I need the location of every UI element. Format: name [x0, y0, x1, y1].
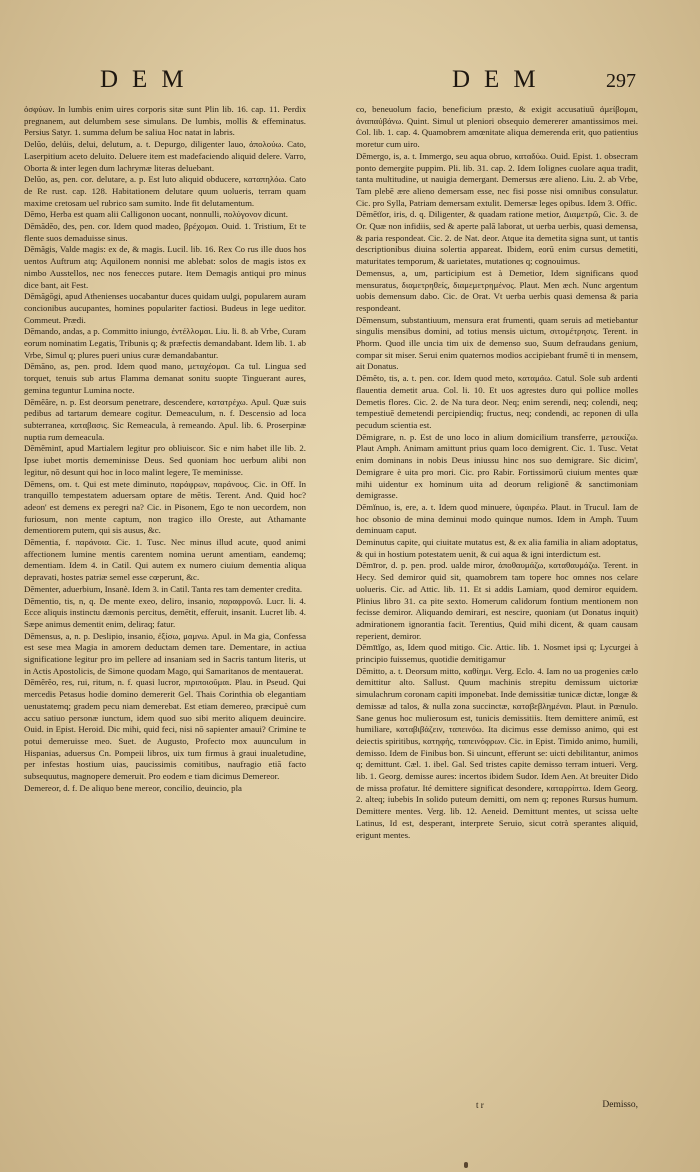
dictionary-entry: ὀσφύων. In lumbis enim uires corporis sitæ sunt Plin lib. 16. cap. 11. Perdix pregnanem, aut delumbem sese simulans. De lumbis, mollis & effeminatus. Persius Satyr. 1. summa delum be saliua Hoc natat in labris. — [24, 104, 306, 138]
dictionary-entry: Dēmītĭgo, as, Idem quod mitigo. Cic. Attic. lib. 1. Nosmet ipsi q; Lycurgei à principio fuissemus, quotidie demitigamur — [356, 642, 638, 665]
dictionary-entry: Demereor, d. f. De aliquo bene mereor, concilio, deuincio, pla — [24, 782, 242, 793]
dictionary-entry: Dēmădĕo, des, pen. cor. Idem quod madeo, βρέχομαι. Ouid. 1. Tristium, Et te flente suos demaduisse sinus. — [24, 221, 306, 243]
dictionary-entry: co, beneuolum facio, beneficium præsto, & exigit accusatiuū ἀμείβομαι, ἀναπαύβάνω. Quint. Simul ut pleniori obsequio demererer amantissimos mei. Col. lib. 1. cap. 4. Quamobrem amœnitate aliqua demerenda erit, quo patientius moretur cum uiro. — [356, 104, 638, 150]
dictionary-entry: Dēmīror, d. p. pen. prod. ualde miror, ἀποθαυμάζω, καταθαυμάζω. Terent. in Hecy. Sed demiror quid sit, quamobrem tam topere hoc omnes nos celare uolueris. Cic. ad Attic. lib. 11. Et si addis Lamiam, quod demiror equidem. Plinius libro 31. ca pite sexto. Homerum calidorum fontium mentionem non fecisse demiror. Aliquando demirari, est nescire, quoniam (ut Donatus inquit) admirationem ignorantia facit. Terentius, Quid mihi dicent, & quam causam reperient, demiror. — [356, 560, 638, 641]
signature-mark: t r — [476, 1100, 484, 1110]
dictionary-entry: Dēmigrare, n. p. Est de uno loco in alium domicilium transferre, μετοικίζω. Plaut Amph. Animam amittunt prius quam loco demigrent. Cic. 1. Tusc. Vetat enim dominans in nobis Deus iniussu hinc nos suo demigrare. Sic dicim', Demigrare è uita pro mori. Cic. pro Rabir. Fortissimorū ciuium mentes quæ mihi uidentur ex hominum uita ad deorum religionē & sanctimoniam demigrasse. — [356, 431, 638, 501]
dictionary-entry: Dēmenter, aduerbium, Insanè. Idem 3. in Catil. Tanta res tam dementer credita. — [24, 583, 303, 594]
dictionary-entry: Dēmitto, a. t. Deorsum mitto, καθίημι. Verg. Eclo. 4. Iam no ua progenies cælo demittitur alto. Sallust. Quum machinis strepitu demissum uictoriæ simulachrum coronam capiti imponebat. Inde demissitiæ tunicæ dictæ, longæ & demissæ ad talos, & nulla zona succinctæ, καταβεβλημέναι. Plaut. in Pœnulo. Sane genus hoc mulierosum est, tunicis demissitiis. Item demittere animū, est humiliare, καταβιβάζειν, ταπεινόω. Ita dicimus esse demisso animo, qui est deiectis spiritibus, κατηφὴς, ταπεινόφρων. Cic. in Epist. Timido animo, humili, demisso. Idem de Finibus bon. Si uincunt, efferunt se: uicti debilitantur, animos q; demittunt. Cæl. 1. ibel. Gal. Sed tristes capite demisso terram intueri. Verg. lib. 1. Georg. demisse aures: incertos ibidem Sudor. Idem Aen. At breuiter Dido de missa profatur. Ité demittere significat desondere, καταρρίπτω. Idem Georg. 2. alteq; iubebis In solido puteum demitti, om nem q; repones Rursus humum. Demittere mentes. Verg. lib. 12. Aeneid. Demittunt mentes, ut scissa uelte Latinus, Id est, desperant, interprete Seruio, sicut cotrà sperantes aliquid, erigunt mentes. — [356, 665, 638, 840]
dictionary-entry: Dēmando, andas, a p. Committo iniungo, ἐντέλλομαι. Liu. li. 8. ab Vrbe, Curam eorum nominatim Legatis, Tribunis q; & præfectis demandabant. Idem lib. 1. ab Vrbe, Simul q; plures pueri unius curæ demandabantur. — [24, 326, 306, 360]
left-headword: DEM — [100, 66, 198, 93]
page-footer — [356, 1100, 638, 1116]
dictionary-entry: Deminutus capite, qui ciuitate mutatus est, & ex alia familia in aliam adoptatus, & qui in hostium potestatem uenit, & cui aqua & igni interdictum est. — [356, 537, 638, 559]
dictionary-entry: Dēmāno, as, pen. prod. Idem quod mano, μεταχέομαι. Ca tul. Lingua sed torquet, tenuis sub artus Flamma demanat sonitu suopte Tinguerant aures, gemina teguntur Lumina nocte. — [24, 361, 306, 395]
dictionary-entry: Dēmĕto, tis, a. t. pen. cor. Idem quod meto, καταμάω. Catul. Sole sub ardenti flauentia demetit arua. Col. li. 10. Et uos agrestes duro qui pollice molles Demetis flores. Cic. 2. de Na tura deor. Neq; enim serendi, neq; colendi, neq; tempestiuē demetendi percipiendiq; fructus, neq; condendi, ac reponen di ulla pecudum scientia est. — [356, 373, 638, 430]
dictionary-entry: Dēmăgis, Valde magis: ex de, & magis. Lucil. lib. 16. Rex Co rus ille duos hos uentos Auftrum atq; Aquilonem nonnisi me ablebat: solos de magis istos ex nimbo Ausstellos, nec nos fenecces putare. Item Demagis antiqui pro minus dice bant, ait Fest. — [24, 244, 306, 290]
catchword: Demisso, — [602, 1100, 638, 1110]
page-number: 297 — [606, 70, 636, 92]
dictionary-entry: Dēmĕminī, apud Martialem legitur pro obliuiscor. Sic e nim habet ille lib. 2. Ipse iubet mortis dememinisse Deus. Sed quoniam hoc uerbum alibi non legitur, nō desunt qui hoc in loco malint legere, Te meminisse. — [24, 443, 306, 477]
right-headword: DEM — [452, 66, 550, 93]
dictionary-entry: Dēmētĭor, iris, d. q. Diligenter, & quadam ratione metior, Διαμετρῶ, Cic. 3. de Or. Quæ non infidiis, sed & aperte palā laborat, ut uerba uerbis, quasi demensa, & paria respondeat. Cic. 2. de Nat. deor. Atque ita demetita signa sunt, ut tantis descriptionibus diuina solertia appareat. Ibidem, eorū enim cursus demetiti, maturitates temporum, & uarietates, mutationes q; cognouimus. — [356, 209, 638, 267]
dictionary-entry: Dēmens, om. t. Qui est mete diminuto, παράφρων, παράνους. Cic. in Off. In tranquillo tempestatem aduersam optare de mētis. Terent. And. Quid hoc? adeon' est demens ex peregri na? Cic. in Pisonem, Ego te non uecordem, non furiosum, non mente captum, non tragico illo Oreste, aut Athamante dementiorem putem, qui sis ausus, &c. — [24, 478, 306, 536]
dictionary-entry: Dēmentia, f. παράνοια. Cic. 1. Tusc. Nec minus illud acute, quod animi affectionem lumine mentis carentem nomina uerunt amentiam, eandemq; dementiam. Idem 4. in Catil. Qui autem ex numero ciuium dementia aliqua depravati, hostes patriæ semel esse cœperunt, &c. — [24, 537, 306, 583]
dictionary-entry: Dēmăgōgi, apud Athenienses uocabantur duces quidam uulgi, popularem auram concionibus aucupantes, homines populariter factiosi. Budeus in lege ueditor. Commeut. Prædi. — [24, 291, 306, 325]
dictionary-entry: Demensus, a, um, participium est à Demetior, Idem significans quod mensuratus, διαμετρηθείς, διαμεμετρημένος. Plaut. Men æch. Nunc argentum uobis demensum dabo. Cic. de Orat. Vt uerba uerbis quasi demensa & paria respondeant. — [356, 267, 638, 313]
running-header — [60, 66, 638, 106]
dictionary-entry: Dēmensum, substantiuum, mensura erat frumenti, quam seruis ad metiebantur singulis mensibus domini, ad totius mensis uictum, σιτομέτρησις. Terent. in Phorm. Quod ille uncia tim uix de demenso suo, Suum defraudans genium, compar sit miser. Serui enim quaternos modios accipiebant frumē ti in mensem, ait Donatus. — [356, 314, 638, 372]
dictionary-entry: Dēmentio, tis, n, q. De mente exeo, deliro, insanio, παραφρονῶ. Lucr. li. 4. Ecce aliquis instinctu dæmonis percitus, demētit, efferuit, insanit. Lucret lib. 4. Sæpe animus dementit enim, deliraq; fatur. — [24, 595, 306, 629]
left-column — [24, 104, 306, 1099]
dictionary-entry: Delŭo, as, pen. cor. delutare, a. p. Est luto aliquid obducere, καταπηλόω. Cato de Re rust. cap. 128. Habitationem delutare quum uolueris, terram quam maxime cretosam uel rubrico sam sumito. Inde fit delutamentum. — [24, 174, 306, 208]
dictionary-entry: Delŭo, delúis, delui, delutum, a. t. Depurgo, diligenter lauo, ἀπολούω. Cato, Laserpitium aceto deluito. Deluere item est madefaciendo aliquid delere. Varro, Oborta & inter legen dum lachrymæ literas deluebant. — [24, 139, 306, 173]
dictionary-entry: Dēmĕrĕo, res, rui, ritum, n. f. quasi lucror, πιριποιοῦμαι. Plau. in Pseud. Qui mercedis Petasus hodie domino demererit Gel. Thais Corinthia ob elegantiam uenustatemq; gradem pecu niam demerebat. Est etiam demereo, præcipuè cum accu satiuo personæ iunctum, idem quod suo sibi merito aliquem deuincire. Ouid. in Epist. Heroid. Dic mihi, quid feci, nisi nō sapienter amaui? Crimine te potui demeruisse meo. Suet. de Augusto, Profecto mox auunculum in Hispanias, aduersus Cn. Pompeii libros, uix tum firmus à graui inualetudine, per infestas hostium uias, paucissimis comitibus, naufragio etiā facto subsequutus, magnopere demeruit. Pro eodem e tiam dicimus Demereor. — [24, 677, 306, 782]
dictionary-entry: Dēmergo, is, a. t. Immergo, seu aqua obruo, καταδύω. Ouid. Epist. 1. obsecram ponto demergite puppim. Pli. lib. 31. cap. 2. Idem Iolignes cuolare aqua tradit, tanta multitudine, ut nauigia demergant. Demersus ære alieno. Liu. 2. ab Vrbe, Tam plebē ære alieno demersam esse, nec fisi posse nisi omnibus consulatur. Cic. pro Sylla, Patriam demersam extulit. Demersæ leges opibus. Idem 3. Offic. — [356, 150, 638, 208]
dictionary-entry: Dēmĕăre, n. p. Est deorsum penetrare, descendere, κατατρέχω. Apul. Quæ suis pedibus ad tartarum demeare cogitur. Demeaculum, n. f. Descensio ad loca subterranea, καταβασις. Sic Remeacula, à remeando. Apul. lib. 6. Proserpinæ nuptia rum demeacula. — [24, 396, 306, 442]
dictionary-entry: Dēmensus, a, n. p. Deslipio, insanio, ἐξίσω, μαμνω. Apul. in Ma gia, Confessa est sese mea Magia in amorem deductam demen tare. Dementare, in actiua significatione legitur pro im pellere ad insaniam sed in Sacris tantum literis, ut in Actis Apostolicis, de Simone quodam Mago, qui Samaritanos de mentauerat. — [24, 630, 306, 676]
binding-hole — [464, 1162, 468, 1168]
dictionary-entry: Dēmĭnuo, is, ere, a. t. Idem quod minuere, ὑφαιρέω. Plaut. in Trucul. Iam de hoc obsonio de mina deminui modo quinque numos. Idem in Amph. Tuum deminuam caput. — [356, 501, 638, 536]
dictionary-entry: Dēmo, Herba est quam alii Calligonon uocant, nonnulli, πολύγονον dicunt. — [24, 209, 288, 220]
right-column — [356, 104, 638, 1099]
